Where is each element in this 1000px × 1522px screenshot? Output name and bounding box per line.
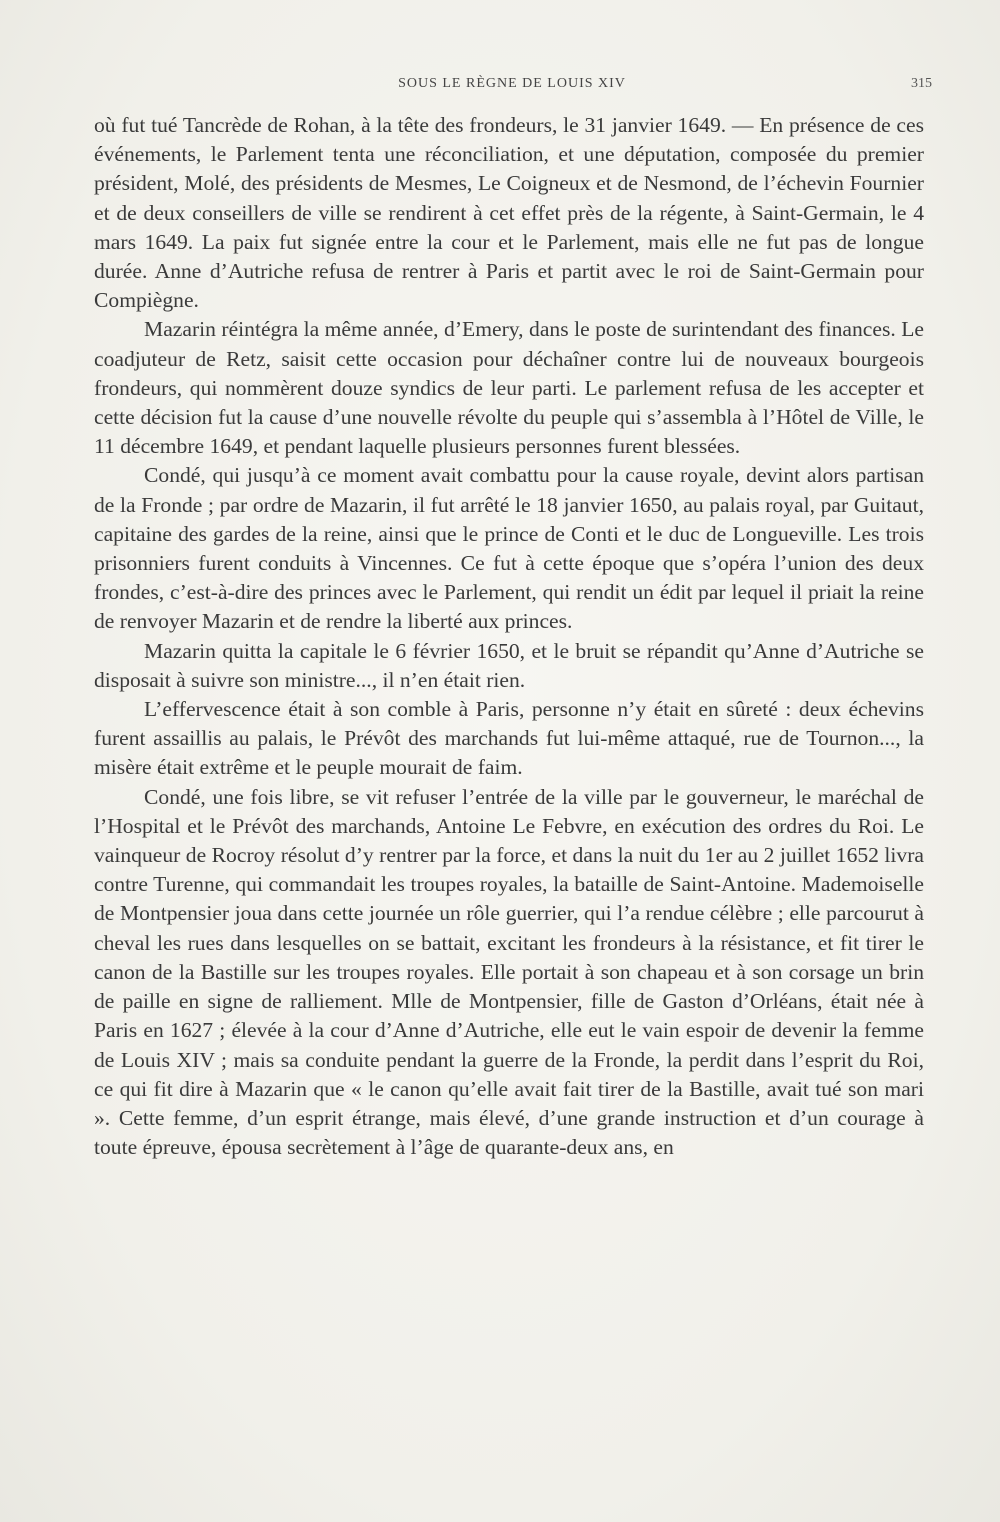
- paragraph: Mazarin quitta la capitale le 6 février 1650, et le bruit se répandit qu’Anne d’Autriche se disposait à suivre son ministre..., il n’en était rien.: [94, 638, 924, 692]
- paragraph: L’effervescence était à son comble à Paris, personne n’y était en sûreté : deux échevins furent assaillis au palais, le Prévôt des marchands fut lui-même attaqué, rue de Tournon..., la misère était extrême et le peuple mourait de faim.: [94, 697, 924, 780]
- paragraph: où fut tué Tancrède de Rohan, à la tête des frondeurs, le 31 janvier 1649. — En présence de ces événements, le Parlement tenta une réconciliation, et une députation, composée du premier président, Molé, des présidents de Mesmes, Le Coigneux et de Nesmond, de l’échevin Fournier et de deux conseillers de ville se rendirent à cet effet près de la régente, à Saint-Germain, le 4 mars 1649. La paix fut signée entre la cour et le Parlement, mais elle ne fut pas de longue durée. Anne d’Autriche refusa de rentrer à Paris et partit avec le roi de Saint-Germain pour Compiègne.: [94, 113, 924, 313]
- paragraph: Condé, une fois libre, se vit refuser l’entrée de la ville par le gouverneur, le maréchal de l’Hospital et le Prévôt des marchands, Antoine Le Febvre, en exécution des ordres du Roi. Le vainqueur de Rocroy résolut d’y rentrer par la force, et dans la nuit du 1er au 2 juillet 1652 livra contre Turenne, qui commandait les troupes royales, la bataille de Saint-Antoine. Mademoiselle de Montpensier joua dans cette journée un rôle guerrier, qui l’a rendue célèbre ; elle parcourut à cheval les rues dans lesquelles on se battait, excitant les frondeurs à la résistance, et fit tirer le canon de la Bastille sur les troupes royales. Elle portait à son chapeau et à son corsage un brin de paille en signe de ralliement. Mlle de Montpensier, fille de Gaston d’Orléans, était née à Paris en 1627 ; élevée à la cour d’Anne d’Autriche, elle eut le vain espoir de devenir la femme de Louis XIV ; mais sa conduite pendant la guerre de la Fronde, la perdit dans l’esprit du Roi, ce qui fit dire à Mazarin que « le canon qu’elle avait fait tirer de la Bastille, avait tué son mari ». Cette femme, d’un esprit étrange, mais élevé, d’une grande instruction et d’un courage à toute épreuve, épousa secrètement à l’âge de quarante-deux ans, en: [94, 784, 924, 1160]
- running-title: SOUS LE RÈGNE DE LOUIS XIV: [398, 76, 626, 91]
- paragraph: Condé, qui jusqu’à ce moment avait combattu pour la cause royale, devint alors partisan de la Fronde ; par ordre de Mazarin, il fut arrêté le 18 janvier 1650, au palais royal, par Guitaut, capitaine des gardes de la reine, ainsi que le prince de Conti et le duc de Longueville. Les trois prisonniers furent conduits à Vincennes. Ce fut à cette époque que s’opéra l’union des deux frondes, c’est-à-dire des princes avec le Parlement, qui rendit un édit par lequel il priait la reine de renvoyer Mazarin et de rendre la liberté aux princes.: [94, 463, 924, 634]
- paragraph: Mazarin réintégra la même année, d’Emery, dans le poste de surintendant des finances. Le coadjuteur de Retz, saisit cette occasion pour déchaîner contre lui de nouveaux bourgeois frondeurs, qui nommèrent douze syndics de leur parti. Le parlement refusa de les accepter et cette décision fut la cause d’une nouvelle révolte du peuple qui s’assembla à l’Hôtel de Ville, le 11 décembre 1649, et pendant laquelle plusieurs personnes furent blessées.: [94, 317, 924, 459]
- body-text: [94, 111, 924, 1162]
- page-number: 315: [911, 76, 932, 91]
- running-head: [92, 72, 932, 96]
